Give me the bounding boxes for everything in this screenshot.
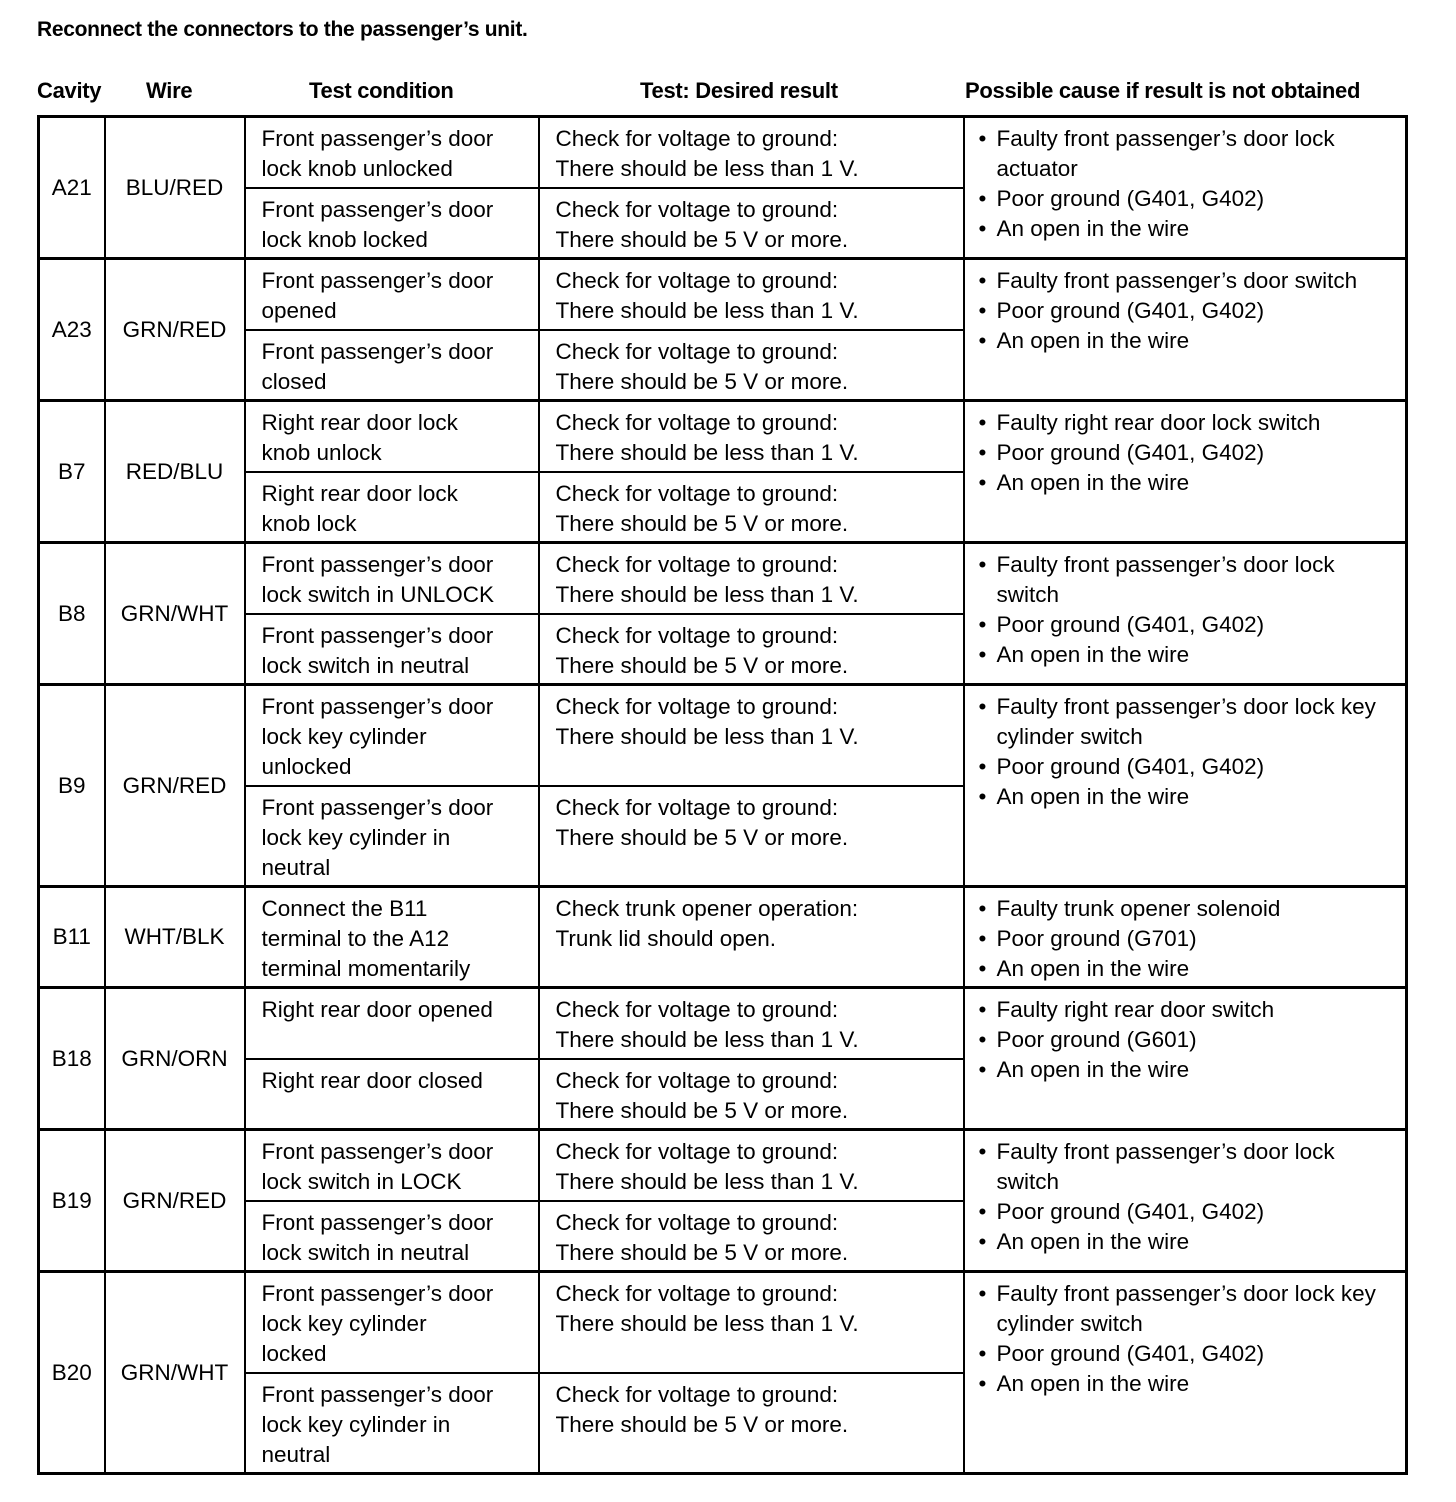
possible-cause-cell (964, 1272, 1407, 1474)
test-condition-cell (245, 188, 539, 259)
condition-line: Front passenger’s door (261, 1381, 494, 1407)
result-line: There should be less than 1 V. (555, 1311, 859, 1336)
bullet-icon: • (978, 1281, 987, 1306)
cause-text: Faulty front passenger’s door lock actuator (996, 126, 1335, 181)
condition-line: lock knob unlocked (261, 156, 453, 181)
wire-cell: GRN/WHT (105, 543, 245, 685)
possible-cause-cell (964, 685, 1407, 887)
condition-line: neutral (261, 1441, 331, 1467)
bullet-icon: • (978, 410, 987, 435)
result-line: There should be less than 1 V. (555, 1027, 859, 1052)
bullet-icon: • (978, 552, 987, 577)
result-line: There should be less than 1 V. (555, 724, 859, 749)
test-condition-cell (245, 117, 539, 188)
bullet-icon: • (978, 126, 987, 151)
condition-line: Right rear door closed (261, 1067, 483, 1093)
test-condition-cell (245, 543, 539, 614)
test-condition-cell (245, 1059, 539, 1130)
cause-item (979, 692, 1400, 752)
result-line: There should be less than 1 V. (555, 1169, 859, 1194)
test-condition-cell (245, 1201, 539, 1272)
result-line: Check for voltage to ground: (555, 126, 839, 151)
cavity-cell: B9 (39, 685, 105, 887)
condition-line: Front passenger’s door (261, 1209, 494, 1235)
bullet-icon: • (978, 328, 987, 353)
test-condition-cell (245, 887, 539, 988)
result-line: Check for voltage to ground: (555, 794, 839, 820)
desired-result-cell (539, 259, 964, 330)
table-row (39, 543, 1407, 614)
cause-item (979, 995, 1400, 1025)
cause-text: Poor ground (G601) (996, 1027, 1197, 1052)
test-condition-cell (245, 614, 539, 685)
condition-line: knob unlock (261, 440, 382, 465)
result-line: Check for voltage to ground: (555, 196, 839, 222)
bullet-icon: • (978, 1199, 987, 1224)
condition-line: lock key cylinder (261, 724, 427, 749)
bullet-icon: • (978, 1139, 987, 1164)
cause-text: Faulty trunk opener solenoid (996, 896, 1281, 921)
condition-line: Front passenger’s door (261, 196, 494, 222)
cause-text: Faulty front passenger’s door lock key cylinder switch (996, 694, 1376, 749)
table-row (39, 887, 1407, 988)
cause-item (979, 438, 1400, 468)
result-line: Check for voltage to ground: (555, 268, 839, 293)
test-condition-cell (245, 786, 539, 887)
result-line: There should be less than 1 V. (555, 582, 859, 607)
cause-item (979, 124, 1400, 184)
cavity-cell: A21 (39, 117, 105, 259)
condition-line: knob lock (261, 510, 357, 536)
result-line: Check for voltage to ground: (555, 480, 839, 506)
test-condition-cell (245, 330, 539, 401)
result-line: There should be 5 V or more. (555, 1239, 849, 1265)
possible-cause-cell (964, 401, 1407, 543)
desired-result-cell (539, 1130, 964, 1201)
result-line: There should be 5 V or more. (555, 1097, 849, 1123)
possible-cause-cell (964, 117, 1407, 259)
bullet-icon: • (978, 186, 987, 211)
cause-text: Faulty right rear door switch (996, 997, 1275, 1022)
result-line: Check for voltage to ground: (555, 338, 839, 364)
bullet-icon: • (978, 896, 987, 921)
desired-result-cell (539, 1373, 964, 1474)
cause-item (979, 214, 1400, 244)
cause-item (979, 1369, 1400, 1399)
result-line: There should be 5 V or more. (555, 368, 849, 394)
test-condition-cell (245, 685, 539, 786)
cause-text: An open in the wire (996, 784, 1190, 809)
cause-text: Poor ground (G401, G402) (996, 298, 1265, 323)
cause-text: Poor ground (G401, G402) (996, 754, 1265, 779)
cause-text: An open in the wire (996, 1229, 1190, 1254)
condition-line: Front passenger’s door (261, 126, 494, 151)
possible-cause-cell (964, 259, 1407, 401)
result-line: There should be 5 V or more. (555, 1411, 849, 1437)
result-line: Check for voltage to ground: (555, 410, 839, 435)
bullet-icon: • (978, 754, 987, 779)
wire-cell: GRN/RED (105, 685, 245, 887)
cause-text: Faulty front passenger’s door lock key cylinder switch (996, 1281, 1376, 1336)
result-line: There should be 5 V or more. (555, 652, 849, 678)
cause-text: An open in the wire (996, 1057, 1190, 1082)
condition-line: unlocked (261, 754, 352, 779)
result-line: Check for voltage to ground: (555, 1209, 839, 1235)
cause-item (979, 640, 1400, 670)
header-cavity: Cavity (37, 78, 102, 103)
bullet-icon: • (978, 997, 987, 1022)
desired-result-cell (539, 1201, 964, 1272)
condition-line: Front passenger’s door (261, 1139, 494, 1164)
wire-cell: GRN/ORN (105, 988, 245, 1130)
cause-item (979, 610, 1400, 640)
cavity-cell: B7 (39, 401, 105, 543)
result-line: There should be less than 1 V. (555, 298, 859, 323)
cavity-cell: B8 (39, 543, 105, 685)
bullet-icon: • (978, 1027, 987, 1052)
test-condition-cell (245, 1272, 539, 1373)
condition-line: Right rear door lock (261, 480, 458, 506)
table-row (39, 259, 1407, 330)
desired-result-cell (539, 887, 964, 988)
header-test-condition: Test condition (309, 78, 454, 103)
test-condition-cell (245, 988, 539, 1059)
cause-item (979, 184, 1400, 214)
cause-text: An open in the wire (996, 1371, 1190, 1396)
possible-cause-cell (964, 988, 1407, 1130)
cause-item (979, 266, 1400, 296)
cause-item (979, 408, 1400, 438)
cause-item (979, 296, 1400, 326)
wire-cell: GRN/WHT (105, 1272, 245, 1474)
result-line: Check for voltage to ground: (555, 1281, 839, 1306)
result-line: Check for voltage to ground: (555, 694, 839, 719)
cause-text: Faulty front passenger’s door lock switch (996, 1139, 1335, 1194)
wire-cell: GRN/RED (105, 1130, 245, 1272)
desired-result-cell (539, 786, 964, 887)
desired-result-cell (539, 117, 964, 188)
cavity-cell: A23 (39, 259, 105, 401)
condition-line: opened (261, 298, 337, 323)
possible-cause-cell (964, 543, 1407, 685)
test-condition-cell (245, 472, 539, 543)
condition-line: lock key cylinder (261, 1311, 427, 1336)
bullet-icon: • (978, 216, 987, 241)
desired-result-cell (539, 685, 964, 786)
header-wire: Wire (146, 78, 193, 103)
cavity-cell: B20 (39, 1272, 105, 1474)
cause-text: Poor ground (G401, G402) (996, 1341, 1265, 1366)
bullet-icon: • (978, 298, 987, 323)
wire-cell: BLU/RED (105, 117, 245, 259)
result-line: There should be less than 1 V. (555, 440, 859, 465)
cause-text: An open in the wire (996, 470, 1190, 495)
result-line: Check for voltage to ground: (555, 1381, 839, 1407)
table-body (39, 117, 1407, 1474)
condition-line: Right rear door lock (261, 410, 458, 435)
desired-result-cell (539, 1059, 964, 1130)
cause-text: An open in the wire (996, 328, 1190, 353)
diagnostic-table (37, 115, 1408, 1475)
cause-item (979, 1197, 1400, 1227)
result-line: There should be 5 V or more. (555, 824, 849, 850)
intro-text: Reconnect the connectors to the passenger’s unit. (37, 18, 528, 41)
condition-line: lock key cylinder in (261, 824, 451, 850)
cause-text: Poor ground (G401, G402) (996, 1199, 1265, 1224)
test-condition-cell (245, 1373, 539, 1474)
desired-result-cell (539, 330, 964, 401)
cause-text: An open in the wire (996, 216, 1190, 241)
header-possible-cause: Possible cause if result is not obtained (965, 78, 1361, 103)
test-condition-cell (245, 401, 539, 472)
result-line: Check for voltage to ground: (555, 1139, 839, 1164)
cause-item (979, 924, 1400, 954)
bullet-icon: • (978, 1371, 987, 1396)
condition-line: lock switch in UNLOCK (261, 582, 495, 607)
result-line: Check for voltage to ground: (555, 997, 839, 1022)
bullet-icon: • (978, 1229, 987, 1254)
possible-cause-cell (964, 1130, 1407, 1272)
bullet-icon: • (978, 1341, 987, 1366)
result-line: There should be 5 V or more. (555, 510, 849, 536)
condition-line: terminal to the A12 (261, 926, 450, 951)
header-desired-result: Test: Desired result (640, 78, 838, 103)
condition-line: Front passenger’s door (261, 268, 494, 293)
table-row (39, 401, 1407, 472)
cause-text: Poor ground (G401, G402) (996, 612, 1265, 637)
condition-line: Front passenger’s door (261, 694, 494, 719)
cause-item (979, 954, 1400, 984)
condition-line: lock switch in LOCK (261, 1169, 462, 1194)
cause-text: An open in the wire (996, 956, 1190, 981)
result-line: Check for voltage to ground: (555, 552, 839, 577)
cause-text: An open in the wire (996, 642, 1190, 667)
bullet-icon: • (978, 440, 987, 465)
cause-text: Poor ground (G401, G402) (996, 186, 1265, 211)
condition-line: Front passenger’s door (261, 794, 494, 820)
bullet-icon: • (978, 470, 987, 495)
cavity-cell: B18 (39, 988, 105, 1130)
bullet-icon: • (978, 268, 987, 293)
table-row (39, 1272, 1407, 1373)
result-line: There should be less than 1 V. (555, 156, 859, 181)
condition-line: Right rear door opened (261, 997, 493, 1022)
condition-line: lock switch in neutral (261, 1239, 470, 1265)
result-line: Check for voltage to ground: (555, 622, 839, 648)
desired-result-cell (539, 988, 964, 1059)
condition-line: lock switch in neutral (261, 652, 470, 678)
cause-item (979, 468, 1400, 498)
desired-result-cell (539, 1272, 964, 1373)
bullet-icon: • (978, 1057, 987, 1082)
cause-item (979, 752, 1400, 782)
condition-line: Connect the B11 (261, 896, 428, 921)
desired-result-cell (539, 543, 964, 614)
cause-item (979, 1025, 1400, 1055)
table-row (39, 988, 1407, 1059)
cavity-cell: B11 (39, 887, 105, 988)
cause-item (979, 894, 1400, 924)
condition-line: neutral (261, 854, 331, 880)
condition-line: closed (261, 368, 327, 394)
possible-cause-cell (964, 887, 1407, 988)
cause-text: Poor ground (G401, G402) (996, 440, 1265, 465)
result-line: There should be 5 V or more. (555, 226, 849, 252)
result-line: Trunk lid should open. (555, 926, 777, 951)
cause-item (979, 1279, 1400, 1339)
cause-item (979, 782, 1400, 812)
bullet-icon: • (978, 694, 987, 719)
cavity-cell: B19 (39, 1130, 105, 1272)
result-line: Check trunk opener operation: (555, 896, 859, 921)
table-row (39, 117, 1407, 188)
condition-line: lock knob locked (261, 226, 428, 252)
wire-cell: RED/BLU (105, 401, 245, 543)
condition-line: Front passenger’s door (261, 552, 494, 577)
table-row (39, 1130, 1407, 1201)
desired-result-cell (539, 614, 964, 685)
condition-line: Front passenger’s door (261, 622, 494, 648)
bullet-icon: • (978, 956, 987, 981)
cause-item (979, 1137, 1400, 1197)
bullet-icon: • (978, 612, 987, 637)
condition-line: Front passenger’s door (261, 338, 494, 364)
cause-item (979, 1227, 1400, 1257)
desired-result-cell (539, 188, 964, 259)
bullet-icon: • (978, 642, 987, 667)
wire-cell: GRN/RED (105, 259, 245, 401)
bullet-icon: • (978, 784, 987, 809)
result-line: Check for voltage to ground: (555, 1067, 839, 1093)
test-condition-cell (245, 1130, 539, 1201)
condition-line: terminal momentarily (261, 956, 471, 981)
desired-result-cell (539, 401, 964, 472)
table-row (39, 685, 1407, 786)
wire-cell: WHT/BLK (105, 887, 245, 988)
condition-line: lock key cylinder in (261, 1411, 451, 1437)
test-condition-cell (245, 259, 539, 330)
cause-text: Poor ground (G701) (996, 926, 1197, 951)
bullet-icon: • (978, 926, 987, 951)
cause-text: Faulty front passenger’s door lock switch (996, 552, 1335, 607)
cause-text: Faulty front passenger’s door switch (996, 268, 1358, 293)
cause-item (979, 550, 1400, 610)
condition-line: locked (261, 1341, 327, 1366)
cause-item (979, 1055, 1400, 1085)
desired-result-cell (539, 472, 964, 543)
cause-text: Faulty right rear door lock switch (996, 410, 1321, 435)
cause-item (979, 326, 1400, 356)
cause-item (979, 1339, 1400, 1369)
condition-line: Front passenger’s door (261, 1281, 494, 1306)
